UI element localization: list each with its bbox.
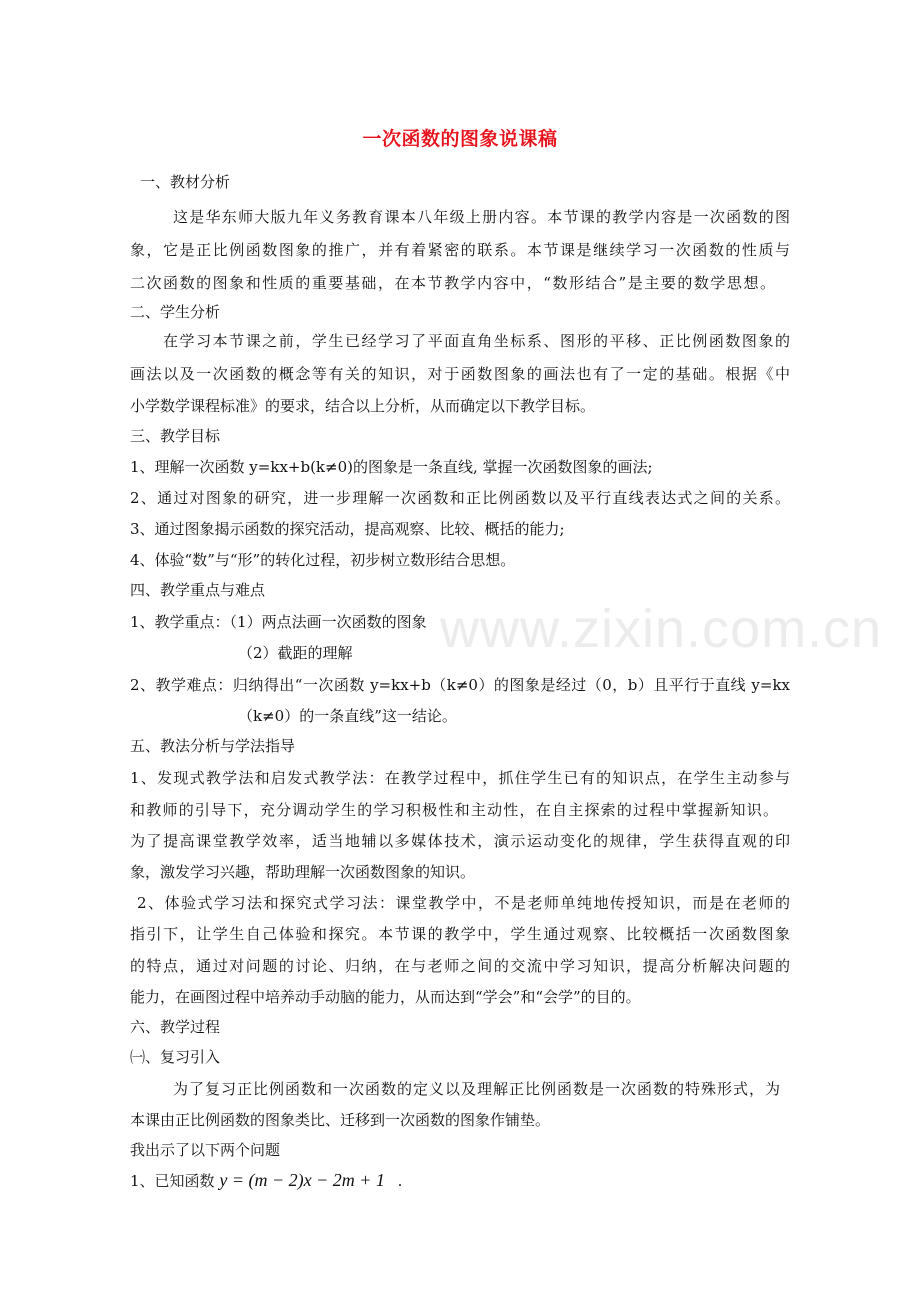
section-heading-6: 六、教学过程: [130, 1018, 221, 1036]
paragraph-line: 小学数学课程标准》的要求，结合以上分析，从而确定以下教学目标。: [130, 397, 596, 415]
subsection-heading: ㈠、复习引入: [130, 1048, 221, 1066]
goal-item: 2、通过对图象的研究，进一步理解一次函数和正比例函数以及平行直线表达式之间的关系。: [130, 489, 790, 507]
key-point: （2）截距的理解: [238, 644, 353, 662]
goal-item: 1、理解一次函数 y=kx+b(k≠0)的图象是一条直线, 掌握一次函数图象的画法;: [130, 458, 653, 476]
paragraph-line: 我出示了以下两个问题: [130, 1141, 281, 1159]
paragraph-line: 2、体验式学习法和探究式学习法：课堂教学中，不是老师单纯地传授知识，而是在老师的: [137, 894, 790, 912]
paragraph-line: 这是华东师大版九年义务教育课本八年级上册内容。本节课的教学内容是一次函数的图: [173, 208, 790, 226]
paragraph-line: 能力，在画图过程中培养动手动脑的能力，从而达到“学会”和“会学”的目的。: [130, 988, 641, 1006]
watermark: www.zixin.com.cn: [440, 599, 883, 659]
paragraph-line: 象，激发学习兴趣，帮助理解一次函数图象的知识。: [130, 863, 476, 881]
section-heading-4: 四、教学重点与难点: [130, 581, 266, 599]
paragraph-line: 本课由正比例函数的图象类比、迁移到一次函数的图象作铺垫。: [130, 1111, 551, 1129]
paragraph-line: 和教师的引导下，充分调动学生的学习积极性和主动性，在自主探索的过程中掌握新知识。: [130, 801, 778, 819]
goal-item: 3、通过图象揭示函数的探究活动，提高观察、比较、概括的能力;: [130, 520, 565, 538]
paragraph-line: 1、发现式教学法和启发式教学法：在教学过程中，抓住学生已有的知识点，在学生主动参与: [130, 769, 790, 787]
goal-item: 4、体验“数”与“形”的转化过程，初步树立数形结合思想。: [130, 551, 516, 569]
paragraph-line: 二次函数的图象和性质的重要基础，在本节教学内容中，“数形结合”是主要的数学思想。: [130, 274, 775, 292]
page-title: 一次函数的图象说课稿: [362, 128, 558, 150]
paragraph-line: 指引下，让学生自己体验和探究。本节课的教学中，学生通过观察、比较概括一次函数图象: [130, 925, 790, 943]
section-heading-3: 三、教学目标: [130, 427, 221, 445]
paragraph-line: 为了复习正比例函数和一次函数的定义以及理解正比例函数是一次函数的特殊形式，为: [173, 1080, 780, 1098]
question-1-suffix: .: [397, 1172, 403, 1190]
paragraph-line: 象，它是正比例函数图象的推广，并有着紧密的联系。本节课是继续学习一次函数的性质与: [130, 241, 790, 259]
question-1-formula: y = (m − 2)x − 2m + 1: [219, 1170, 385, 1190]
question-1: [130, 1170, 402, 1191]
question-1-prefix: 1、已知函数: [130, 1172, 215, 1190]
paragraph-line: 画法以及一次函数的概念等有关的知识，对于函数图象的画法也有了一定的基础。根据《中: [130, 365, 790, 383]
section-heading-5: 五、教法分析与学法指导: [130, 737, 296, 755]
difficult-point: 2、教学难点：归纳得出“一次函数 y=kx+b（k≠0）的图象是经过（0，b）且平行于直线 y=kx: [130, 676, 790, 694]
key-point: 1、教学重点：（1）两点法画一次函数的图象: [130, 613, 427, 631]
difficult-point: （k≠0）的一条直线”这一结论。: [238, 707, 457, 725]
paragraph-line: 为了提高课堂教学效率，适当地辅以多媒体技术，演示运动变化的规律，学生获得直观的印: [130, 832, 790, 850]
paragraph-line: 在学习本节课之前，学生已经学习了平面直角坐标系、图形的平移、正比例函数图象的: [163, 332, 790, 350]
paragraph-line: 的特点，通过对问题的讨论、归纳，在与老师之间的交流中学习知识，提高分析解决问题的: [130, 957, 790, 975]
section-heading-1: 一、教材分析: [140, 173, 231, 191]
section-heading-2: 二、学生分析: [130, 303, 221, 321]
